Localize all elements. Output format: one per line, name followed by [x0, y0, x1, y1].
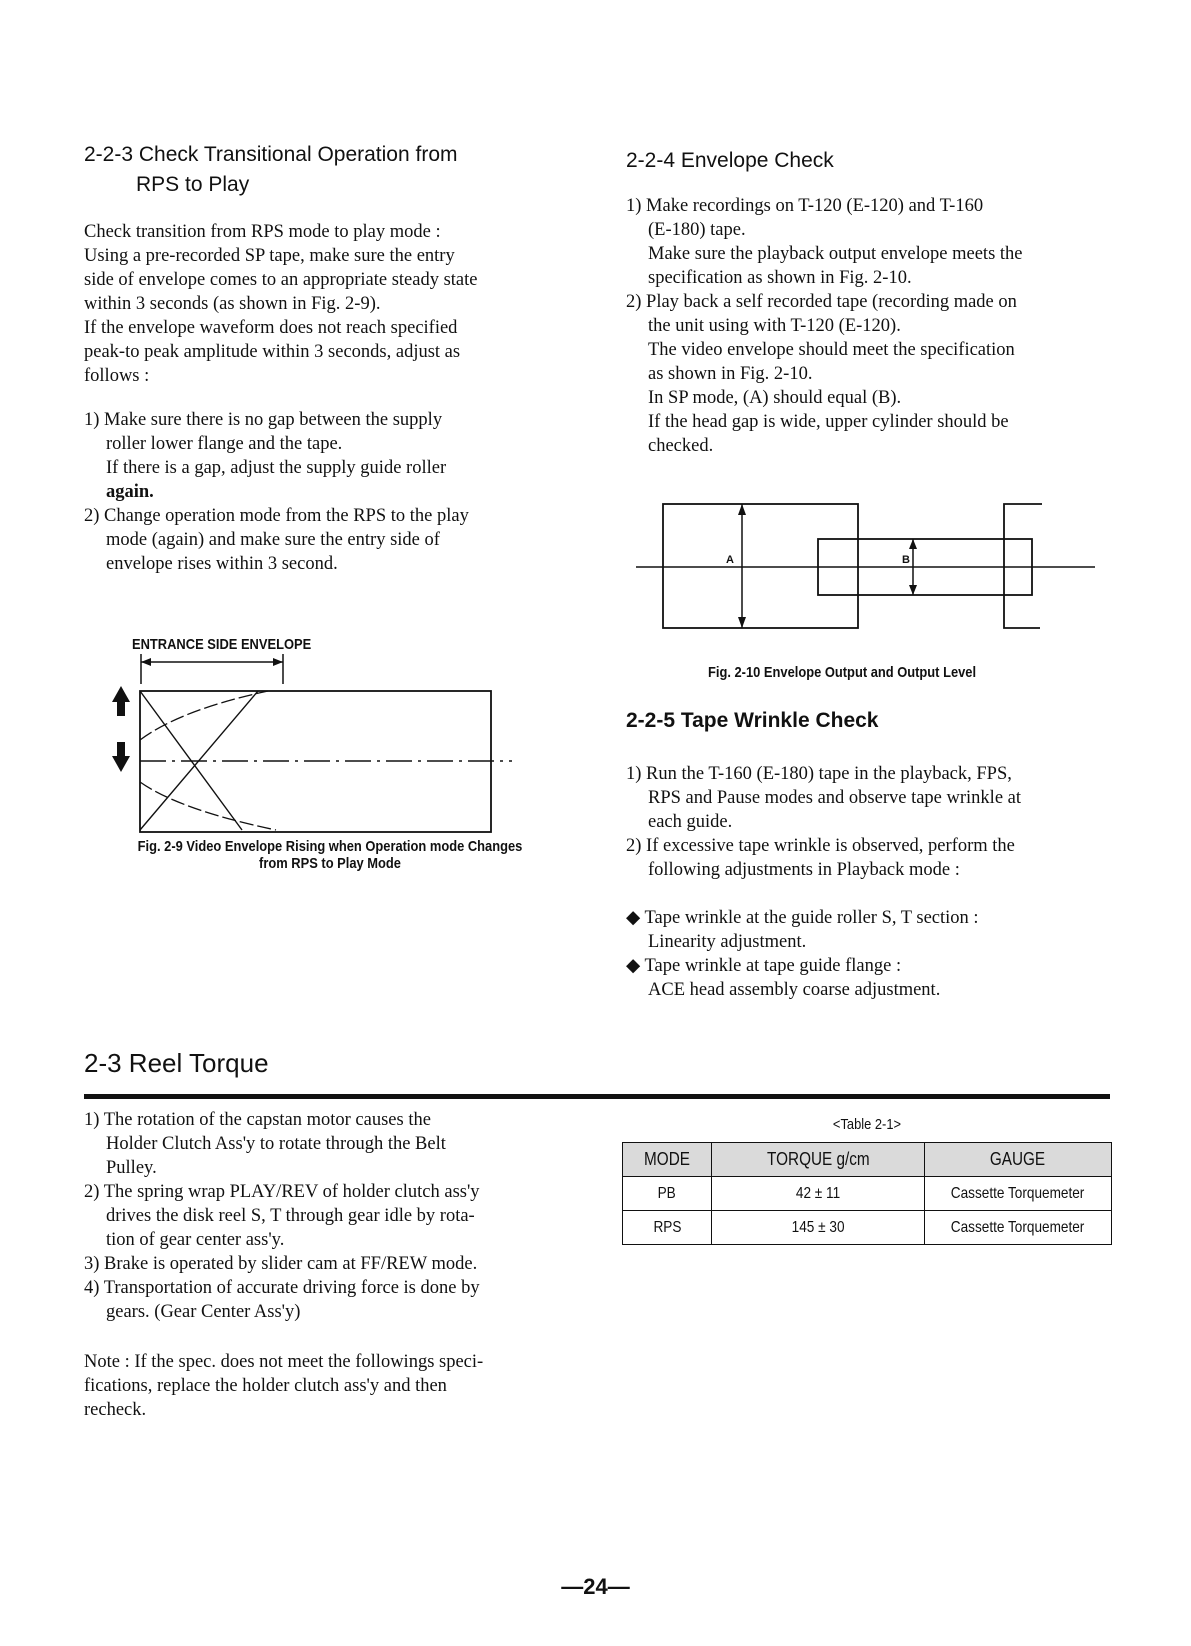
fig-2-9-entrance-label: ENTRANCE SIDE ENVELOPE — [132, 636, 312, 653]
header-torque — [712, 1143, 925, 1177]
step-line: following adjustments in Playback mode : — [648, 860, 960, 880]
step-line: checked. — [648, 436, 714, 456]
header-text: TORQUE g/cm — [766, 1149, 870, 1169]
header-gauge — [925, 1143, 1112, 1177]
dim-arrowhead-left — [141, 658, 151, 666]
up-arrow-icon — [112, 686, 130, 716]
step-line: mode (again) and make sure the entry side of — [106, 530, 440, 550]
section-2-2-5-bullets — [626, 906, 1112, 1002]
page-number: —24— — [561, 1574, 630, 1599]
caption-line: Fig. 2-9 Video Envelope Rising when Operation mode Changes — [137, 838, 523, 855]
step-line: 2) Change operation mode from the RPS to the play — [84, 506, 469, 526]
bullet-line: ◆ Tape wrinkle at tape guide flange : — [626, 956, 902, 976]
header-mode — [623, 1143, 712, 1177]
step-line: (E-180) tape. — [648, 220, 746, 240]
level-b-arrow-down — [909, 585, 917, 595]
envelope-a-frame — [663, 504, 858, 628]
list-line: drives the disk reel S, T through gear idle by rota- — [106, 1206, 475, 1226]
cell-text: RPS — [653, 1218, 681, 1236]
header-text: MODE — [644, 1149, 690, 1169]
section-2-2-4-step-2 — [626, 290, 1106, 458]
list-line: 3) Brake is operated by slider cam at FF/REW mode. — [84, 1254, 478, 1274]
list-line: gears. (Gear Center Ass'y) — [106, 1302, 301, 1322]
level-a-arrow-down — [738, 617, 746, 628]
section-2-2-3-step-2 — [84, 504, 554, 576]
step-line: 1) Run the T-160 (E-180) tape in the playback, FPS, — [626, 764, 1012, 784]
section-2-2-5-step-1 — [626, 762, 1112, 834]
table-row — [623, 1177, 1112, 1211]
envelope-curve-top — [140, 691, 268, 740]
down-arrow-icon — [112, 742, 130, 772]
title-line-2: RPS to Play — [136, 173, 250, 196]
table-caption: <Table 2-1> — [832, 1116, 902, 1133]
envelope-end-bracket — [1004, 504, 1042, 628]
cell-mode — [623, 1177, 712, 1211]
fig-2-10-caption: Fig. 2-10 Envelope Output and Output Level — [708, 664, 977, 681]
cell-mode — [623, 1211, 712, 1245]
section-2-2-3-step-1 — [84, 408, 554, 504]
list-line: Pulley. — [106, 1158, 157, 1178]
cell-torque — [712, 1211, 925, 1245]
bullet-line: Linearity adjustment. — [648, 932, 807, 952]
list-line: 1) The rotation of the capstan motor causes the — [84, 1110, 431, 1130]
text-line: peak-to peak amplitude within 3 seconds, adjust as — [84, 342, 461, 362]
step-line: envelope rises within 3 second. — [106, 554, 338, 574]
list-line: tion of gear center ass'y. — [106, 1230, 285, 1250]
cell-text: Cassette Torquemeter — [951, 1218, 1085, 1236]
bullet-line: ACE head assembly coarse adjustment. — [648, 980, 941, 1000]
step-line: The video envelope should meet the specification — [648, 340, 1015, 360]
cell-text: 145 ± 30 — [791, 1218, 845, 1236]
label-b: B — [902, 554, 910, 566]
step-line: again. — [106, 482, 154, 502]
list-line: 2) The spring wrap PLAY/REV of holder clutch ass'y — [84, 1182, 480, 1202]
table-row — [623, 1211, 1112, 1245]
list-line: Holder Clutch Ass'y to rotate through the Belt — [106, 1134, 446, 1154]
note-line: fications, replace the holder clutch ass'y and then — [84, 1376, 447, 1396]
text-line: side of envelope comes to an appropriate steady state — [84, 270, 478, 290]
section-2-2-3-title — [84, 140, 458, 200]
section-2-2-4-step-1 — [626, 194, 1106, 290]
cell-text: Cassette Torquemeter — [951, 1184, 1085, 1202]
section-2-3-list — [84, 1108, 574, 1324]
header-text: GAUGE — [990, 1149, 1046, 1169]
step-line: 1) Make recordings on T-120 (E-120) and T-160 — [626, 196, 984, 216]
text-line: within 3 seconds (as shown in Fig. 2-9). — [84, 294, 381, 314]
cell-gauge — [925, 1211, 1112, 1245]
bullet-line: ◆ Tape wrinkle at the guide roller S, T section : — [626, 908, 979, 928]
step-line: If the head gap is wide, upper cylinder should be — [648, 412, 1009, 432]
cell-text: 42 ± 11 — [795, 1184, 841, 1202]
step-line: 2) Play back a self recorded tape (recording made on — [626, 292, 1017, 312]
text-line: Check transition from RPS mode to play mode : — [84, 222, 441, 242]
text-line: Using a pre-recorded SP tape, make sure the entry — [84, 246, 455, 266]
step-line: 1) Make sure there is no gap between the supply — [84, 410, 443, 430]
torque-table — [622, 1142, 1112, 1245]
section-2-3-title: 2-3 Reel Torque — [84, 1048, 269, 1078]
section-2-3-note — [84, 1350, 584, 1422]
table-header-row — [623, 1143, 1112, 1177]
fig-2-9-diagram — [100, 650, 540, 850]
step-line: specification as shown in Fig. 2-10. — [648, 268, 912, 288]
section-rule — [84, 1094, 1110, 1099]
dim-arrowhead-right — [273, 658, 283, 666]
cell-gauge — [925, 1177, 1112, 1211]
text-line: follows : — [84, 366, 150, 386]
section-2-2-3-intro — [84, 220, 554, 388]
cell-text: PB — [657, 1184, 677, 1202]
step-line: roller lower flange and the tape. — [106, 434, 343, 454]
step-line: as shown in Fig. 2-10. — [648, 364, 813, 384]
fig-2-10-diagram — [630, 496, 1110, 636]
level-a-arrow-up — [738, 504, 746, 515]
step-line: RPS and Pause modes and observe tape wrinkle at — [648, 788, 1022, 808]
title-line-1: 2-2-3 Check Transitional Operation from — [84, 143, 458, 166]
note-line: Note : If the spec. does not meet the followings speci- — [84, 1352, 484, 1372]
label-a: A — [726, 554, 734, 566]
step-line: In SP mode, (A) should equal (B). — [648, 388, 902, 408]
step-line: the unit using with T-120 (E-120). — [648, 316, 901, 336]
level-b-arrow-up — [909, 539, 917, 549]
caption-line: from RPS to Play Mode — [259, 855, 401, 872]
step-line: If there is a gap, adjust the supply guide roller — [106, 458, 447, 478]
fig-2-9-caption — [81, 838, 580, 872]
section-2-2-5-title: 2-2-5 Tape Wrinkle Check — [626, 709, 879, 732]
text-line: If the envelope waveform does not reach specified — [84, 318, 458, 338]
torque-table-wrap — [622, 1142, 1112, 1245]
step-line: 2) If excessive tape wrinkle is observed, perform the — [626, 836, 1015, 856]
section-2-2-5-step-2 — [626, 834, 1112, 882]
step-line: Make sure the playback output envelope meets the — [648, 244, 1023, 264]
cell-torque — [712, 1177, 925, 1211]
step-line: each guide. — [648, 812, 733, 832]
note-line: recheck. — [84, 1400, 147, 1420]
section-2-2-4-title: 2-2-4 Envelope Check — [626, 149, 834, 172]
list-line: 4) Transportation of accurate driving force is done by — [84, 1278, 480, 1298]
